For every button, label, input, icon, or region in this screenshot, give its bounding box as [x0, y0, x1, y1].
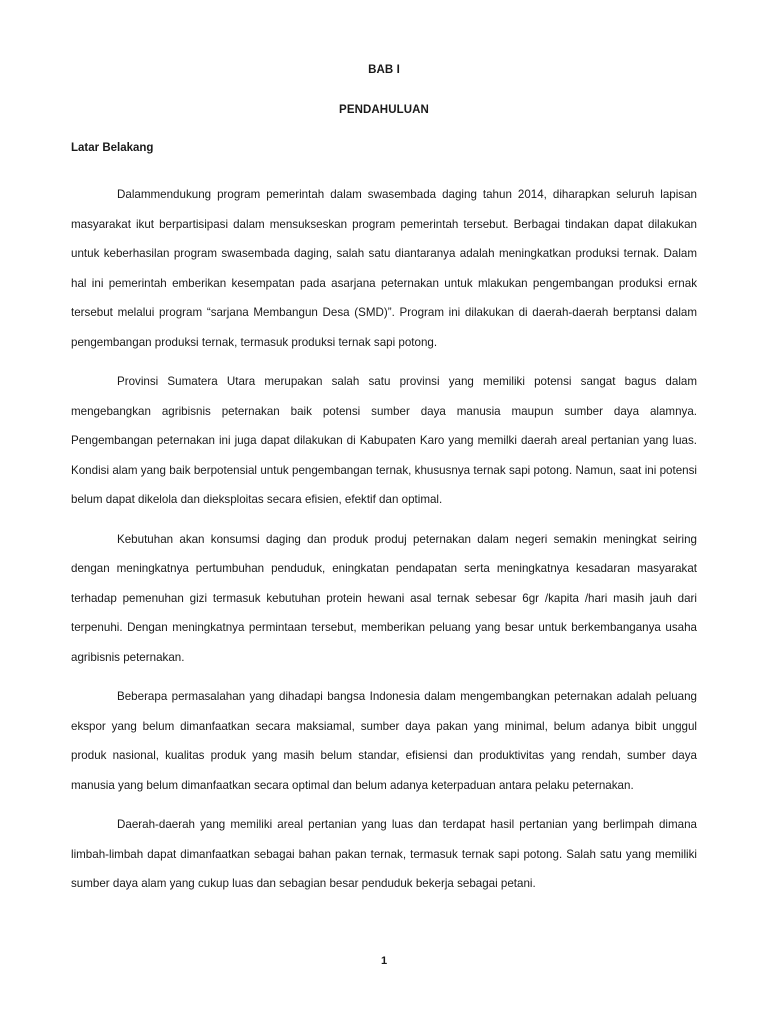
body-text [71, 180, 697, 909]
paragraph: Dalammendukung program pemerintah dalam swasembada daging tahun 2014, diharapkan seluruh lapisan masyarakat ikut berpartisipasi dalam mensukseskan program pemerintah tersebut. Berbagai tindakan dapat dilakukan untuk keberhasilan program swasembada daging, salah satu diantaranya adalah meningkatkan produksi ternak. Dalam hal ini pemerintah emberikan kesempatan pada asarjana peternakan untuk mlakukan pengembangan produksi ernak tersebut melalui program “sarjana Membangun Desa (SMD)”. Program ini dilakukan di daerah-daerah berptansi dalam pengembangan produksi ternak, termasuk produksi ternak sapi potong. [71, 188, 697, 349]
paragraph: Beberapa permasalahan yang dihadapi bangsa Indonesia dalam mengembangkan peternakan adalah peluang ekspor yang belum dimanfaatkan secara maksiamal, sumber daya pakan yang minimal, belum adanya bibit unggul produk nasional, kualitas produk yang masih belum standar, efisiensi dan produktivitas yang rendah, sumber daya manusia yang belum dimanfaatkan secara optimal dan belum adanya keterpaduan antara pelaku peternakan. [71, 690, 697, 792]
page-number: 1 [380, 955, 388, 967]
section-subheading: Latar Belakang [71, 142, 154, 154]
chapter-heading: BAB I [368, 64, 400, 76]
paragraph: Provinsi Sumatera Utara merupakan salah satu provinsi yang memiliki potensi sangat bagus dalam mengebangkan agribisnis peternakan baik potensi sumber daya manusia maupun sumber daya alamnya. Pengembangan peternakan ini juga dapat dilakukan di Kabupaten Karo yang memilki daerah areal pertanian yang luas. Kondisi alam yang baik berpotensial untuk pengembangan ternak, khususnya ternak sapi potong. Namun, saat ini potensi belum dapat dikelola dan dieksploitas secara efisien, efektif dan optimal. [71, 375, 697, 506]
paragraph: Kebutuhan akan konsumsi daging dan produk produj peternakan dalam negeri semakin meningkat seiring dengan meningkatnya pertumbuhan penduduk, eningkatan pendapatan serta meningkatnya kesadaran masyarakat terhadap pemenuhan gizi termasuk kebutuhan protein hewani asal ternak sebesar 6gr /kapita /hari masih jauh dari terpenuhi. Dengan meningkatnya permintaan tersebut, memberikan peluang yang besar untuk berkembanganya usaha agribisnis peternakan. [71, 532, 697, 664]
paragraph: Daerah-daerah yang memiliki areal pertanian yang luas dan terdapat hasil pertanian yang berlimpah dimana limbah-limbah dapat dimanfaatkan sebagai bahan pakan ternak, termasuk ternak sapi potong. Salah satu yang memiliki sumber daya alam yang cukup luas dan sebagian besar penduduk bekerja sebagai petani. [71, 818, 697, 890]
chapter-title: PENDAHULUAN [339, 104, 429, 116]
